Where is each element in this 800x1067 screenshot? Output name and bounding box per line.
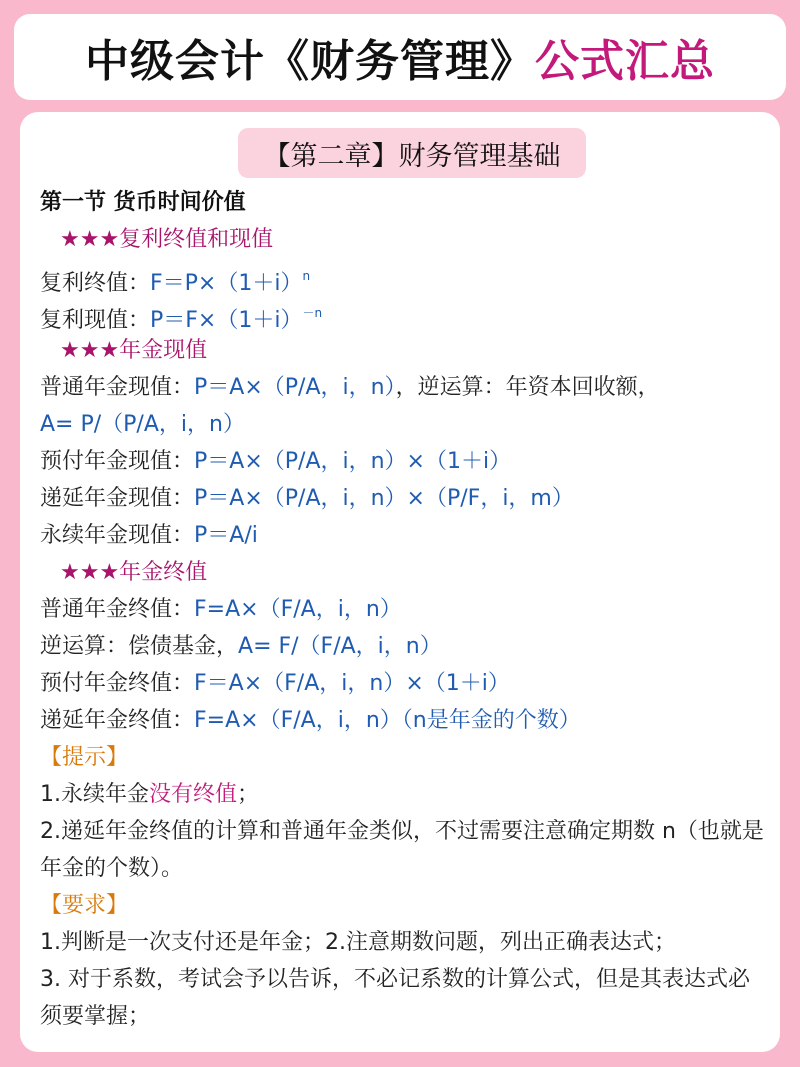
annuity-due-fv-line [40, 665, 770, 702]
deferred-fv-formula: F=A×（F/A，i，n）（n是年金的个数） [194, 708, 581, 733]
compound-fv-formula: F＝P×（1＋i） [150, 271, 303, 296]
ordinary-fv-formula: F=A×（F/A，i，n） [194, 597, 402, 622]
deferred-fv-line [40, 702, 770, 739]
requirement-header: 【要求】 [40, 893, 129, 918]
sinking-fund-formula: A= F/（F/A，i，n） [238, 634, 442, 659]
subheading-annuity-pv: ★★★年金现值 [60, 338, 208, 363]
tip1-suffix: ； [237, 782, 260, 807]
page-title [14, 14, 786, 100]
requirement-item-2: 3. 对于系数，考试会予以告诉，不必记系数的计算公式，但是其表达式必须要掌握； [40, 967, 750, 1029]
deferred-fv-label: 递延年金终值： [40, 708, 195, 733]
tip-item-2: 2.递延年金终值的计算和普通年金类似，不过需要注意确定期数 n（也就是年金的个数）。 [40, 819, 764, 881]
deferred-pv-line [40, 480, 770, 517]
subheading-annuity-fv: ★★★年金终值 [60, 560, 208, 585]
deferred-pv-formula: P＝A×（P/A，i，n）×（P/F，i，m） [194, 486, 574, 511]
compound-pv-exponent: －n [302, 306, 323, 320]
ordinary-pv-label: 普通年金现值： [40, 375, 195, 400]
ordinary-fv-line [40, 591, 770, 628]
tip-item-1 [40, 776, 770, 813]
annuity-due-pv-formula: P＝A×（P/A，i，n）×（1＋i） [194, 449, 512, 474]
title-part2: 公式汇总 [535, 36, 715, 87]
compound-pv-line [40, 295, 770, 332]
requirement-item-1: 1.判断是一次支付还是年金；2.注意期数问题，列出正确表达式； [40, 930, 676, 955]
tip-header: 【提示】 [40, 745, 129, 770]
ordinary-fv-label: 普通年金终值： [40, 597, 195, 622]
content-card [20, 112, 780, 1052]
annuity-due-pv-line [40, 443, 770, 480]
perpetuity-pv-line [40, 517, 770, 554]
compound-pv-label: 复利现值： [40, 308, 151, 333]
sinking-fund-label: 逆运算：偿债基金， [40, 634, 239, 659]
content-body [40, 184, 770, 1035]
compound-fv-exponent: n [302, 269, 311, 283]
section-heading: 第一节 货币时间价值 [40, 190, 246, 215]
capital-recovery-formula: A= P/（P/A，i，n） [40, 412, 245, 437]
perpetuity-pv-label: 永续年金现值： [40, 523, 195, 548]
deferred-pv-label: 递延年金现值： [40, 486, 195, 511]
tip1-prefix: 1.永续年金 [40, 782, 149, 807]
ordinary-pv-formula: P＝A×（P/A，i，n） [194, 375, 396, 400]
ordinary-pv-line [40, 369, 770, 406]
subheading-compound: ★★★复利终值和现值 [60, 227, 274, 252]
sinking-fund-line [40, 628, 770, 665]
annuity-due-pv-label: 预付年金现值： [40, 449, 195, 474]
compound-fv-label: 复利终值： [40, 271, 151, 296]
annuity-due-fv-label: 预付年金终值： [40, 671, 195, 696]
title-part1: 中级会计《财务管理》 [85, 36, 535, 87]
tip1-highlight: 没有终值 [149, 782, 238, 807]
ordinary-pv-rest: ，逆运算：年资本回收额， [395, 375, 660, 400]
compound-fv-line [40, 258, 770, 295]
compound-pv-formula: P＝F×（1＋i） [150, 308, 303, 333]
perpetuity-pv-formula: P＝A/i [194, 523, 258, 548]
annuity-due-fv-formula: F＝A×（F/A，i，n）×（1＋i） [194, 671, 510, 696]
chapter-heading: 【第二章】财务管理基础 [238, 128, 586, 178]
